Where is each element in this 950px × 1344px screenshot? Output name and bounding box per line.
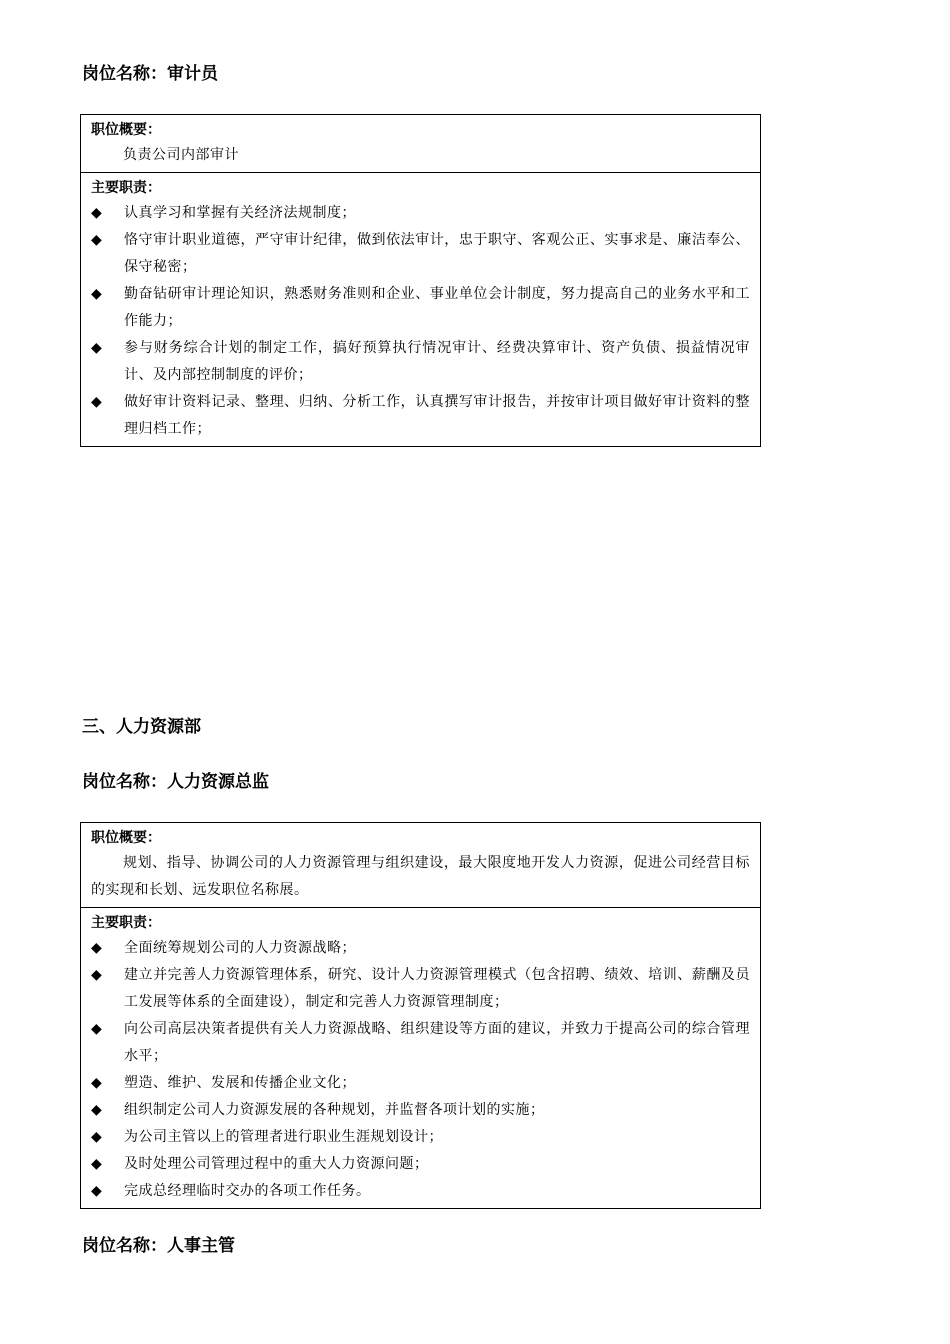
duty-item — [91, 200, 750, 227]
duty-text: 参与财务综合计划的制定工作，搞好预算执行情况审计、经费决算审计、资产负债、损益情况审计、及内部控制制度的评价； — [124, 340, 750, 383]
duty-item — [91, 1178, 750, 1205]
duty-item — [91, 281, 750, 335]
diamond-bullet-icon: ◆ — [91, 205, 103, 221]
duty-text: 建立并完善人力资源管理体系，研究、设计人力资源管理模式（包含招聘、绩效、培训、薪酬及员工发展等体系的全面建设），制定和完善人力资源管理制度； — [124, 967, 750, 1010]
duty-item — [91, 335, 750, 389]
diamond-bullet-icon: ◆ — [91, 1102, 103, 1118]
summary-cell — [81, 823, 760, 907]
duty-item — [91, 389, 750, 443]
duty-text: 做好审计资料记录、整理、归纳、分析工作，认真撰写审计报告，并按审计项目做好审计资料的整理归档工作； — [124, 394, 750, 437]
duty-text: 认真学习和掌握有关经济法规制度； — [124, 205, 356, 221]
job-description-table-auditor — [80, 114, 761, 447]
duty-text: 全面统筹规划公司的人力资源战略； — [124, 940, 356, 956]
diamond-bullet-icon: ◆ — [91, 286, 103, 302]
job-title-hr-director: 岗位名称：人力资源总监 — [82, 772, 269, 792]
job-title-auditor: 岗位名称：审计员 — [82, 64, 218, 84]
diamond-bullet-icon: ◆ — [91, 1156, 103, 1172]
duty-item — [91, 1097, 750, 1124]
summary-text: 负责公司内部审计 — [123, 147, 239, 163]
duty-text: 为公司主管以上的管理者进行职业生涯规划设计； — [124, 1129, 443, 1145]
job-description-table-hr-director — [80, 822, 761, 1209]
diamond-bullet-icon: ◆ — [91, 1129, 103, 1145]
duty-item — [91, 1016, 750, 1070]
duties-label: 主要职责： — [91, 915, 161, 931]
duty-item — [91, 935, 750, 962]
diamond-bullet-icon: ◆ — [91, 940, 103, 956]
duty-item — [91, 227, 750, 281]
duties-label: 主要职责： — [91, 180, 161, 196]
diamond-bullet-icon: ◆ — [91, 1075, 103, 1091]
department-title-hr: 三、人力资源部 — [82, 717, 201, 737]
duties-list — [91, 935, 750, 1205]
duties-cell — [81, 907, 760, 1208]
duty-item — [91, 962, 750, 1016]
summary-label: 职位概要： — [91, 830, 161, 846]
duty-item — [91, 1124, 750, 1151]
diamond-bullet-icon: ◆ — [91, 1021, 103, 1037]
duties-list — [91, 200, 750, 443]
job-title-personnel-supervisor: 岗位名称：人事主管 — [82, 1236, 235, 1256]
diamond-bullet-icon: ◆ — [91, 232, 103, 248]
duty-text: 勤奋钻研审计理论知识，熟悉财务准则和企业、事业单位会计制度，努力提高自己的业务水平和工作能力； — [124, 286, 750, 329]
duty-text: 向公司高层决策者提供有关人力资源战略、组织建设等方面的建议，并致力于提高公司的综合管理水平； — [124, 1021, 750, 1064]
duty-item — [91, 1070, 750, 1097]
summary-cell — [81, 115, 760, 172]
duty-text: 塑造、维护、发展和传播企业文化； — [124, 1075, 356, 1091]
diamond-bullet-icon: ◆ — [91, 394, 103, 410]
summary-text: 规划、指导、协调公司的人力资源管理与组织建设，最大限度地开发人力资源，促进公司经营目标的实现和长划、远发职位名称展。 — [91, 855, 750, 898]
duty-text: 组织制定公司人力资源发展的各种规划，并监督各项计划的实施； — [124, 1102, 545, 1118]
duty-item — [91, 1151, 750, 1178]
duty-text: 完成总经理临时交办的各项工作任务。 — [124, 1183, 371, 1199]
diamond-bullet-icon: ◆ — [91, 340, 103, 356]
duty-text: 及时处理公司管理过程中的重大人力资源问题； — [124, 1156, 429, 1172]
summary-label: 职位概要： — [91, 122, 161, 138]
diamond-bullet-icon: ◆ — [91, 967, 103, 983]
duties-cell — [81, 172, 760, 446]
duty-text: 恪守审计职业道德，严守审计纪律，做到依法审计，忠于职守、客观公正、实事求是、廉洁奉公、保守秘密； — [124, 232, 750, 275]
diamond-bullet-icon: ◆ — [91, 1183, 103, 1199]
